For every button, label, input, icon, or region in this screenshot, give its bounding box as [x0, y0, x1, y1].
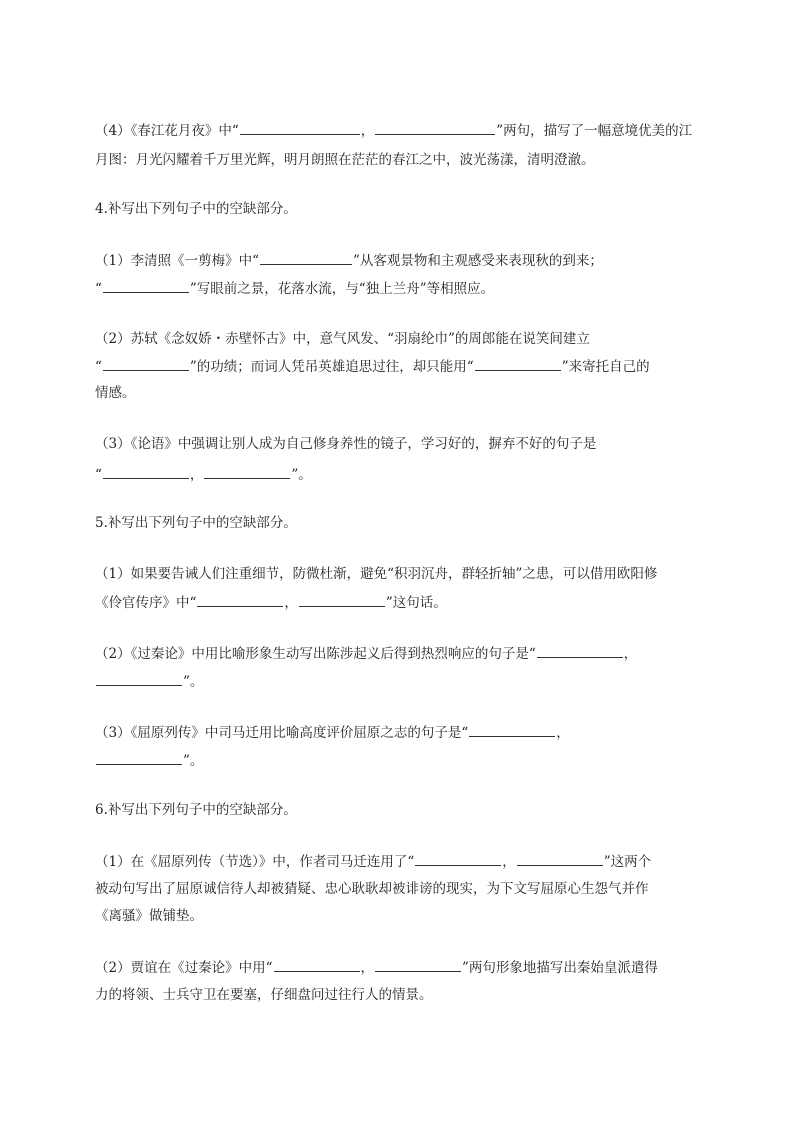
answer-blank[interactable]	[204, 464, 290, 479]
answer-blank[interactable]	[375, 957, 461, 972]
answer-blank[interactable]	[274, 957, 360, 972]
question-text: 《论语》中强调让别人成为自己修身养性的镜子，学习好的，摒弃不好的句子是	[130, 436, 597, 452]
question-number: （2）	[95, 960, 131, 976]
section-6-title: 6.补写出下列句子中的空缺部分。	[95, 802, 297, 818]
comma: ，	[284, 595, 298, 611]
question-6-1-line-2	[95, 879, 715, 899]
question-4-2-line-2	[95, 356, 715, 377]
question-text: 《春江花月夜》中“	[130, 123, 239, 139]
answer-blank[interactable]	[103, 278, 189, 293]
question-5-3-line-1	[95, 722, 715, 743]
question-text: 《屈原列传》中司马迁用比喻高度评价屈原之志的句子是“	[130, 725, 469, 741]
question-6-2-line-2	[95, 985, 715, 1005]
question-number: （4）	[95, 123, 131, 139]
question-text: ”。	[183, 753, 204, 769]
question-number: （2）	[95, 331, 131, 347]
question-text: “	[95, 281, 102, 297]
question-text: ”来寄托自己的	[561, 359, 650, 375]
question-text: 苏轼《念奴娇・赤壁怀古》中，意气风发、“羽扇纶巾”的周郎能在说笑间建立	[130, 331, 590, 347]
answer-blank[interactable]	[475, 356, 561, 371]
answer-blank[interactable]	[415, 851, 501, 866]
question-number: （1）	[95, 854, 131, 870]
comma: ，	[360, 960, 374, 976]
question-text: “	[95, 359, 102, 375]
question-5-1-line-1	[95, 564, 715, 584]
answer-blank[interactable]	[469, 722, 555, 737]
question-text: ”这两个	[603, 854, 652, 870]
question-text: 如果要告诫人们注重细节，防微杜渐，避免“积羽沉舟，群轻折轴”之患，可以借用欧阳修	[130, 566, 658, 582]
question-text: “	[95, 467, 102, 483]
question-text: ”。	[291, 467, 312, 483]
question-text: 在《屈原列传（节选）》中，作者司马迁连用了“	[130, 854, 415, 870]
answer-blank[interactable]	[197, 592, 283, 607]
answer-blank[interactable]	[96, 671, 182, 686]
question-text: 李清照《一剪梅》中“	[130, 253, 259, 269]
answer-blank[interactable]	[240, 120, 360, 135]
question-4-1-line-1	[95, 250, 715, 271]
question-6-2-line-1	[95, 957, 715, 978]
question-text: ”两句形象地描写出秦始皇派遣得	[462, 960, 658, 976]
question-5-2-line-1	[95, 643, 715, 664]
question-text: 月图：月光闪耀着千万里光辉，明月朗照在茫茫的春江之中，波光荡漾，清明澄澈。	[95, 152, 595, 168]
question-number: （1）	[95, 566, 131, 582]
comma: ，	[623, 646, 638, 662]
section-5-title: 5.补写出下列句子中的空缺部分。	[95, 515, 297, 531]
question-text: 被动句写出了屈原诚信待人却被猜疑、忠心耿耿却被诽谤的现实，为下文写屈原心生怨气并作	[95, 881, 649, 897]
answer-blank[interactable]	[96, 750, 182, 765]
section-4-title: 4.补写出下列句子中的空缺部分。	[95, 201, 297, 217]
question-text: 情感。	[95, 385, 136, 401]
question-text: ”这句话。	[385, 595, 447, 611]
question-3-4-line-1	[95, 120, 715, 141]
answer-blank[interactable]	[103, 356, 189, 371]
question-4-3-line-1	[95, 434, 715, 454]
question-text: 《过秦论》中用比喻形象生动写出陈涉起义后得到热烈响应的句子是“	[130, 646, 536, 662]
answer-blank[interactable]	[299, 592, 385, 607]
question-4-1-line-2	[95, 278, 715, 299]
comma: ，	[189, 467, 204, 483]
question-text: ”从客观景物和主观感受来表现秋的到来；	[353, 253, 603, 269]
question-text: ”的功绩；而词人凭吊英雄追思过往，却只能用“	[189, 359, 474, 375]
answer-blank[interactable]	[103, 464, 189, 479]
comma: ，	[556, 725, 570, 741]
question-number: （3）	[95, 436, 131, 452]
answer-blank[interactable]	[537, 643, 623, 658]
question-5-1-line-2	[95, 592, 715, 613]
question-number: （3）	[95, 725, 131, 741]
question-6-1-line-3	[95, 906, 715, 926]
answer-blank[interactable]	[260, 250, 352, 265]
question-number: （2）	[95, 646, 131, 662]
question-number: （1）	[95, 253, 131, 269]
question-text: ”写眼前之景，花落水流，与“独上兰舟”等相照应。	[189, 281, 495, 297]
answer-blank[interactable]	[517, 851, 603, 866]
question-4-2-line-1	[95, 329, 715, 349]
question-text: ”。	[183, 674, 204, 690]
comma: ，	[502, 854, 516, 870]
question-4-3-line-2	[95, 464, 715, 485]
question-text: 《离骚》做铺垫。	[95, 908, 203, 924]
question-3-4-line-2	[95, 150, 715, 170]
question-text: 贾谊在《过秦论》中用“	[130, 960, 273, 976]
question-4-2-line-3	[95, 383, 715, 403]
question-5-2-line-2	[95, 671, 715, 692]
question-text: 《伶官传序》中“	[95, 595, 197, 611]
question-text: 力的将领、士兵守卫在要塞，仔细盘问过往行人的情景。	[95, 987, 433, 1003]
question-6-1-line-1	[95, 851, 715, 872]
question-5-3-line-2	[95, 750, 715, 771]
answer-blank[interactable]	[375, 120, 495, 135]
question-text: ”两句，描写了一幅意境优美的江	[496, 123, 693, 139]
comma: ，	[360, 123, 375, 139]
